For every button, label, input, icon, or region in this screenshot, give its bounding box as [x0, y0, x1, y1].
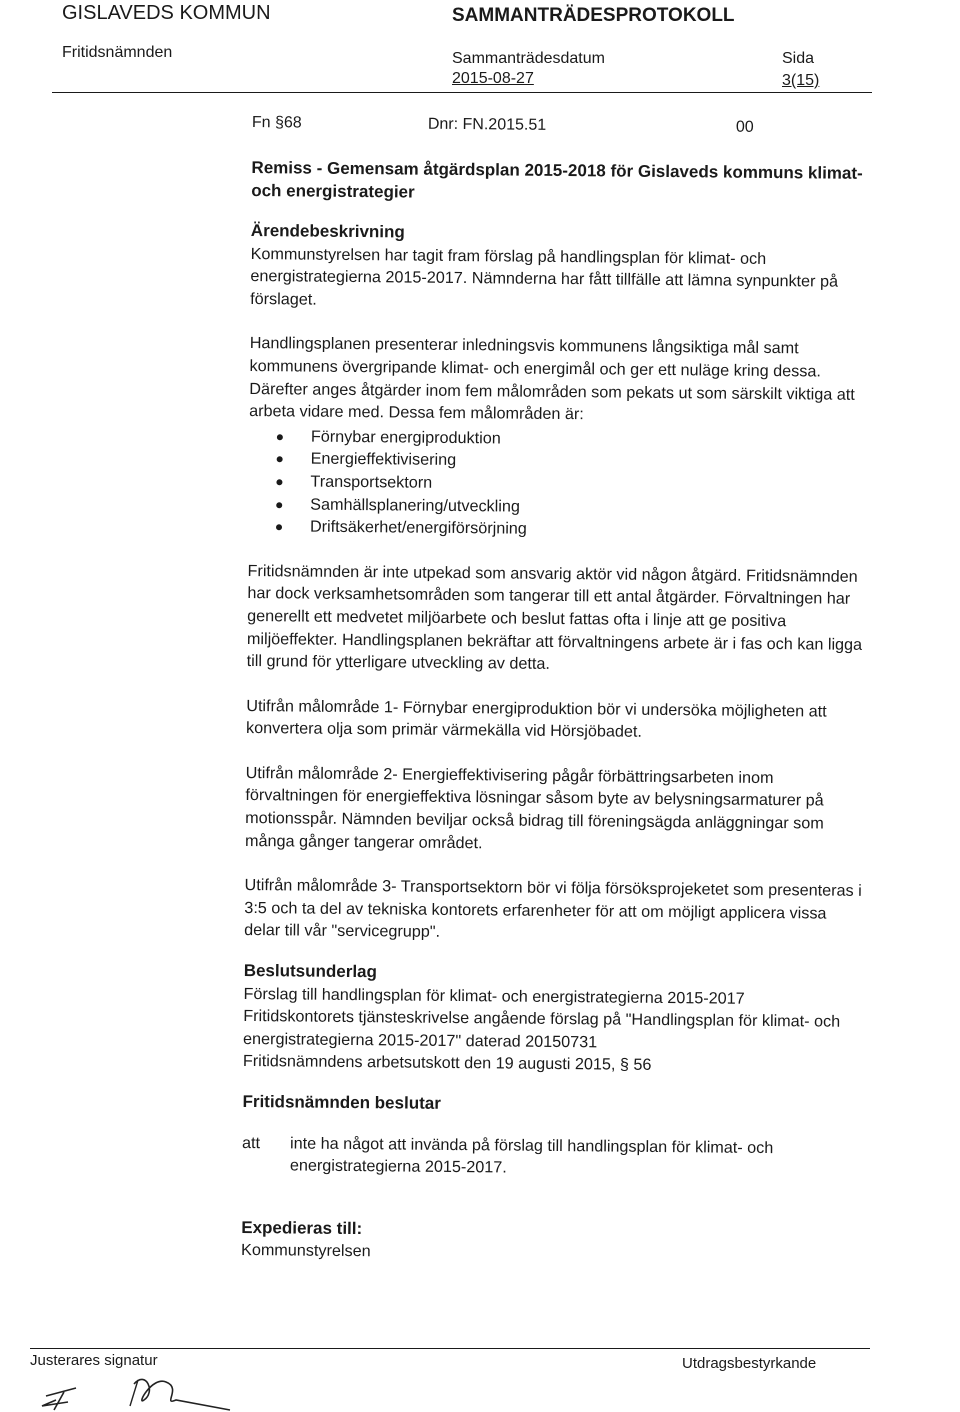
footer-divider: [30, 1348, 870, 1349]
extract-certification-label: Utdragsbestyrkande: [682, 1355, 817, 1372]
focus-area-list: [248, 425, 869, 544]
description-paragraph-4: Utifrån målområde 1- Förnybar energiproduktion bör vi undersöka möjligheten att konvertera olja som primär värmekälla vid Hörsjöbadet.: [245, 696, 827, 742]
decision-block: [242, 1132, 862, 1183]
description-paragraph-3: Fritidsnämnden är inte utpekad som ansvarig aktör vid någon åtgärd. Fritidsnämnden har dock verksamhetsområden som tangerar till ett antal åtgärder. Förvaltningen har generellt ett medvetet miljöarbete och beslut fattas ofta i linje att ge positiva miljöeffekter. Handlingsplanen bekräftar att förvaltningens arbete är i fas och kan ligga till grund för ytterligare utveckling av detta.: [246, 561, 863, 673]
archive-code: 00: [735, 118, 754, 136]
case-title: Remiss - Gemensam åtgärdsplan 2015-2018 för Gislaveds kommuns klimat- och energistrategier: [251, 157, 863, 202]
basis-item: Fritidsnämndens arbetsutskott den 19 augusti 2015, § 56: [242, 1052, 652, 1075]
header-divider: [52, 92, 872, 93]
decision-att-label: att: [242, 1133, 261, 1152]
description-paragraph-6: Utifrån målområde 3- Transportsektorn bör vi följa försöksprojeketet som presenteras i 3:5 och ta del av tekniska kontorets erfarenheter för att om möjligt applicera vissa delar till vår "servicegrupp".: [244, 876, 862, 942]
basis-heading: Beslutsunderlag: [243, 960, 378, 982]
paragraph-number: Fn §68: [251, 113, 302, 132]
description-paragraph-1: Kommunstyrelsen har tagit fram förslag på handlingsplan för klimat- och energistrategierna 2015-2017. Nämnderna har fått tillfälle att lämna synpunkter på förslaget.: [250, 244, 839, 309]
meeting-date-label: Sammanträdesdatum: [452, 50, 605, 67]
diary-number: Dnr: FN.2015.51: [427, 115, 547, 134]
list-item: Förnybar energiproduktion: [273, 425, 869, 453]
board-name: Fritidsnämnden: [62, 44, 173, 61]
dispatch-heading: Expedieras till:: [241, 1217, 363, 1238]
page-label: Sida: [782, 50, 815, 67]
document-body: [241, 112, 872, 1268]
dispatch-recipient: Kommunstyrelsen: [240, 1241, 371, 1261]
list-item: Transportsektorn: [272, 470, 868, 498]
basis-item: Förslag till handlingsplan för klimat- och energistrategierna 2015-2017: [243, 984, 745, 1008]
reference-row: [252, 112, 872, 144]
signature-label: Justerares signatur: [30, 1352, 158, 1369]
document-type: SAMMANTRÄDESPROTOKOLL: [452, 5, 735, 26]
organization-name: GISLAVEDS KOMMUN: [62, 2, 271, 24]
basis-item: Fritidskontorets tjänsteskrivelse angående förslag på "Handlingsplan för klimat- och energistrategierna 2015-2017" daterad 20150731: [243, 1007, 841, 1052]
meeting-date: 2015-08-27: [452, 70, 534, 87]
list-item: Samhällsplanering/utveckling: [272, 493, 868, 521]
list-item: Driftsäkerhet/energiförsörjning: [272, 515, 868, 543]
handwritten-signature: [34, 1366, 254, 1412]
description-paragraph-5: Utifrån målområde 2- Energieffektivisering pågår förbättringsarbeten inom förvaltningen för energieffektiva lösningar såsom byte av belysningsarmaturer på motionsspår. Nämnden beviljar också bidrag till föreningsägda anläggningar som många gånger tangerar området.: [244, 763, 824, 852]
list-item: Energieffektivisering: [273, 448, 869, 476]
decision-heading: Fritidsnämnden beslutar: [242, 1091, 441, 1113]
page-number: 3(15): [782, 72, 820, 89]
description-heading: Ärendebeskrivning: [250, 220, 405, 242]
decision-text: inte ha något att invända på förslag till handlingsplan för klimat- och energistrategierna 2015-2017.: [289, 1134, 774, 1177]
description-paragraph-2: Handlingsplanen presenterar inledningsvis kommunens långsiktiga mål samt kommunens övergripande klimat- och energimål och ger ett nuläge kring dessa. Därefter anges åtgärder inom fem målområden som pekats ut som särskilt viktiga att arbeta vidare med. Dessa fem målområden är:: [249, 334, 855, 424]
